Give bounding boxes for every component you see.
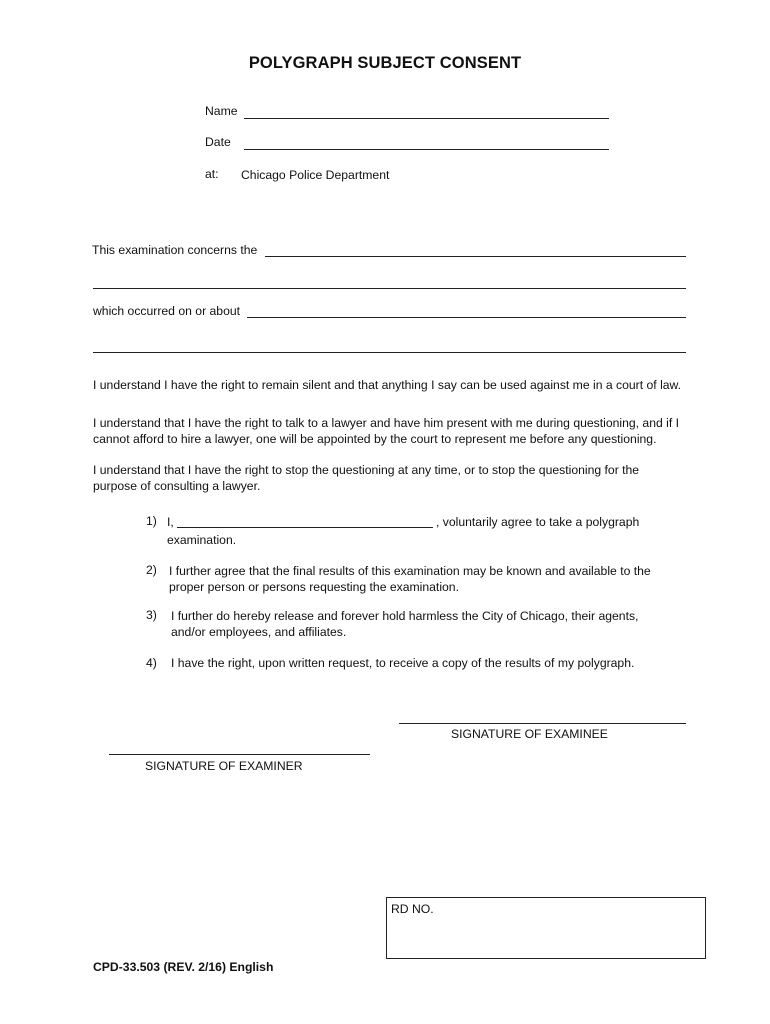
examinee-signature-label: SIGNATURE OF EXAMINEE	[451, 727, 608, 741]
occurred-field-line[interactable]	[247, 317, 686, 318]
concerns-field-line[interactable]	[265, 256, 686, 257]
right-stop-paragraph: I understand that I have the right to stop the questioning at any time, or to stop the questioning for the purpose of consulting a lawyer.	[93, 463, 640, 493]
concerns-label: This examination concerns the	[92, 243, 258, 257]
item-1-suffix: , voluntarily agree to take a polygraph	[436, 515, 640, 529]
item-1-continuation: examination.	[167, 533, 237, 547]
right-lawyer-paragraph: I understand that I have the right to talk to a lawyer and have him present with me during questioning, and if I cannot afford to hire a lawyer, one will be appointed by the court to represent me before any questioning.	[93, 416, 680, 446]
item-1-number: 1)	[146, 514, 157, 528]
name-field-line[interactable]	[244, 118, 609, 119]
rd-number-label: RD NO.	[391, 902, 434, 916]
occurred-label: which occurred on or about	[93, 304, 241, 318]
item-4-text: I have the right, upon written request, to receive a copy of the results of my polygraph.	[171, 656, 635, 670]
examiner-signature-label: SIGNATURE OF EXAMINER	[145, 759, 303, 773]
form-number-footer: CPD-33.503 (REV. 2/16) English	[93, 960, 274, 974]
examinee-name-field-line[interactable]	[177, 527, 433, 528]
date-field-line[interactable]	[244, 149, 609, 150]
item-2-number: 2)	[146, 563, 157, 577]
examiner-signature-line[interactable]	[109, 754, 370, 755]
examinee-signature-line[interactable]	[399, 723, 686, 724]
at-label: at:	[205, 167, 219, 181]
occurred-field-line-2[interactable]	[93, 352, 686, 353]
right-silent-paragraph: I understand I have the right to remain silent and that anything I say can be used against me in a court of law.	[93, 378, 682, 392]
rd-number-box[interactable]	[386, 897, 706, 959]
item-1-prefix: I,	[167, 515, 174, 529]
concerns-field-line-2[interactable]	[93, 288, 686, 289]
item-4-number: 4)	[146, 656, 157, 670]
name-label: Name	[205, 104, 238, 118]
location-value: Chicago Police Department	[241, 168, 390, 182]
item-2-text: I further agree that the final results of this examination may be known and available to the proper person or persons requesting the examination.	[169, 564, 651, 594]
date-label: Date	[205, 135, 231, 149]
form-title: POLYGRAPH SUBJECT CONSENT	[248, 54, 522, 72]
item-3-text: I further do hereby release and forever hold harmless the City of Chicago, their agents, and/or employees, and affiliates.	[171, 609, 639, 639]
item-3-number: 3)	[146, 608, 157, 622]
